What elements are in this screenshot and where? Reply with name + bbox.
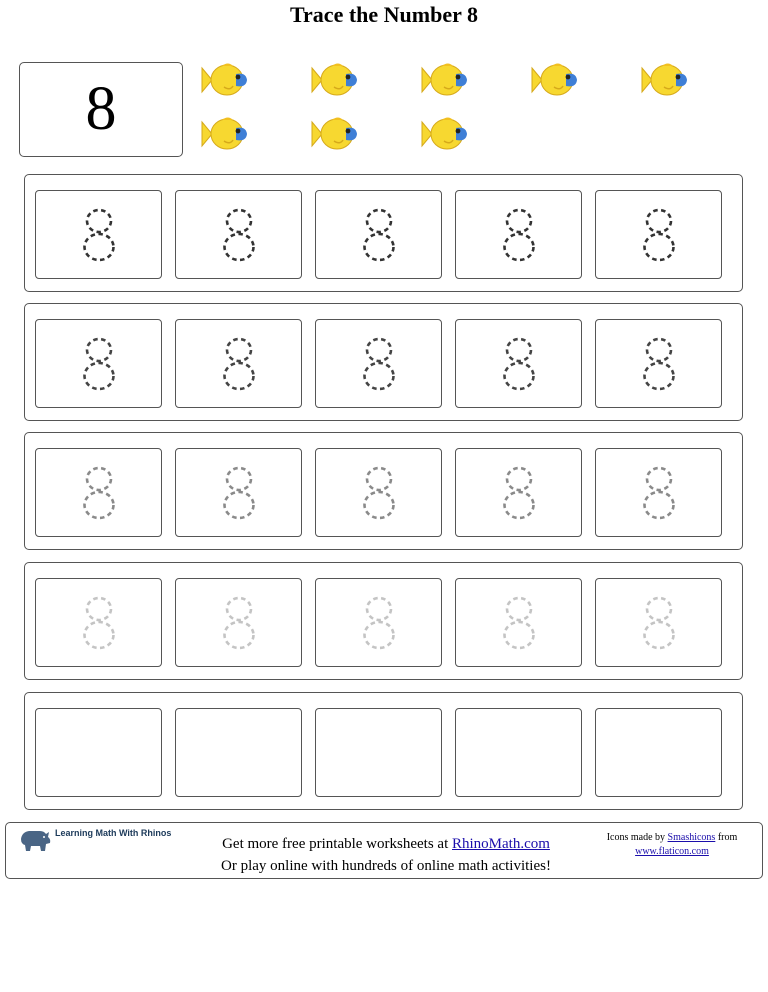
trace-row (24, 562, 743, 680)
dotted-eight (362, 208, 396, 262)
trace-cell[interactable] (175, 578, 302, 667)
dotted-eight (502, 208, 536, 262)
dotted-eight (82, 208, 116, 262)
trace-cell[interactable] (315, 448, 442, 537)
fish-icon (310, 60, 360, 100)
dotted-eight (642, 466, 676, 520)
dotted-eight (362, 596, 396, 650)
dotted-eight (502, 337, 536, 391)
fish-icon (200, 60, 250, 100)
dotted-eight (642, 337, 676, 391)
promo-line-1: Get more free printable worksheets at RhinoMath.com (222, 836, 550, 852)
icon-credits (592, 831, 752, 859)
trace-cell[interactable] (175, 190, 302, 279)
trace-row (24, 692, 743, 810)
dotted-eight (222, 337, 256, 391)
promo-text (196, 833, 576, 877)
rhino-icon (18, 825, 52, 855)
trace-cell[interactable] (595, 190, 722, 279)
trace-cell[interactable] (175, 319, 302, 408)
dotted-eight (222, 208, 256, 262)
dotted-eight (82, 596, 116, 650)
dotted-eight (362, 466, 396, 520)
dotted-eight (642, 596, 676, 650)
fish-icon (640, 60, 690, 100)
trace-cell[interactable] (35, 708, 162, 797)
fish-icon (420, 114, 470, 154)
dotted-eight (222, 466, 256, 520)
trace-row (24, 432, 743, 550)
trace-cell[interactable] (315, 190, 442, 279)
brand-logo (18, 825, 171, 855)
dotted-eight (502, 596, 536, 650)
credit-line-1: Icons made by Smashicons from (606, 832, 738, 843)
fish-icon (200, 114, 250, 154)
dotted-eight (82, 337, 116, 391)
trace-cell[interactable] (35, 319, 162, 408)
fish-icon (310, 114, 360, 154)
trace-cell[interactable] (455, 448, 582, 537)
trace-cell[interactable] (595, 708, 722, 797)
footer (5, 822, 763, 879)
trace-cell[interactable] (595, 448, 722, 537)
rhinomath-link[interactable]: RhinoMath.com (452, 836, 550, 852)
trace-row (24, 303, 743, 421)
target-number: 8 (85, 75, 117, 143)
trace-cell[interactable] (35, 190, 162, 279)
dotted-eight (362, 337, 396, 391)
smashicons-link[interactable]: Smashicons (667, 832, 716, 843)
trace-cell[interactable] (315, 319, 442, 408)
flaticon-link[interactable]: www.flaticon.com (635, 846, 709, 857)
number-box (19, 62, 183, 157)
trace-cell[interactable] (455, 319, 582, 408)
brand-name: Learning Math With Rhinos (55, 828, 172, 838)
trace-cell[interactable] (455, 190, 582, 279)
trace-cell[interactable] (175, 708, 302, 797)
trace-cell[interactable] (455, 708, 582, 797)
trace-cell[interactable] (35, 448, 162, 537)
dotted-eight (222, 596, 256, 650)
trace-cell[interactable] (455, 578, 582, 667)
trace-cell[interactable] (595, 578, 722, 667)
trace-cell[interactable] (315, 578, 442, 667)
trace-cell[interactable] (315, 708, 442, 797)
trace-cell[interactable] (35, 578, 162, 667)
trace-cell[interactable] (175, 448, 302, 537)
dotted-eight (82, 466, 116, 520)
fish-icon (530, 60, 580, 100)
dotted-eight (502, 466, 536, 520)
fish-icon (420, 60, 470, 100)
trace-row (24, 174, 743, 292)
dotted-eight (642, 208, 676, 262)
worksheet-title: Trace the Number 8 (290, 2, 478, 27)
trace-cell[interactable] (595, 319, 722, 408)
promo-line-2: Or play online with hundreds of online math activities! (221, 858, 551, 874)
